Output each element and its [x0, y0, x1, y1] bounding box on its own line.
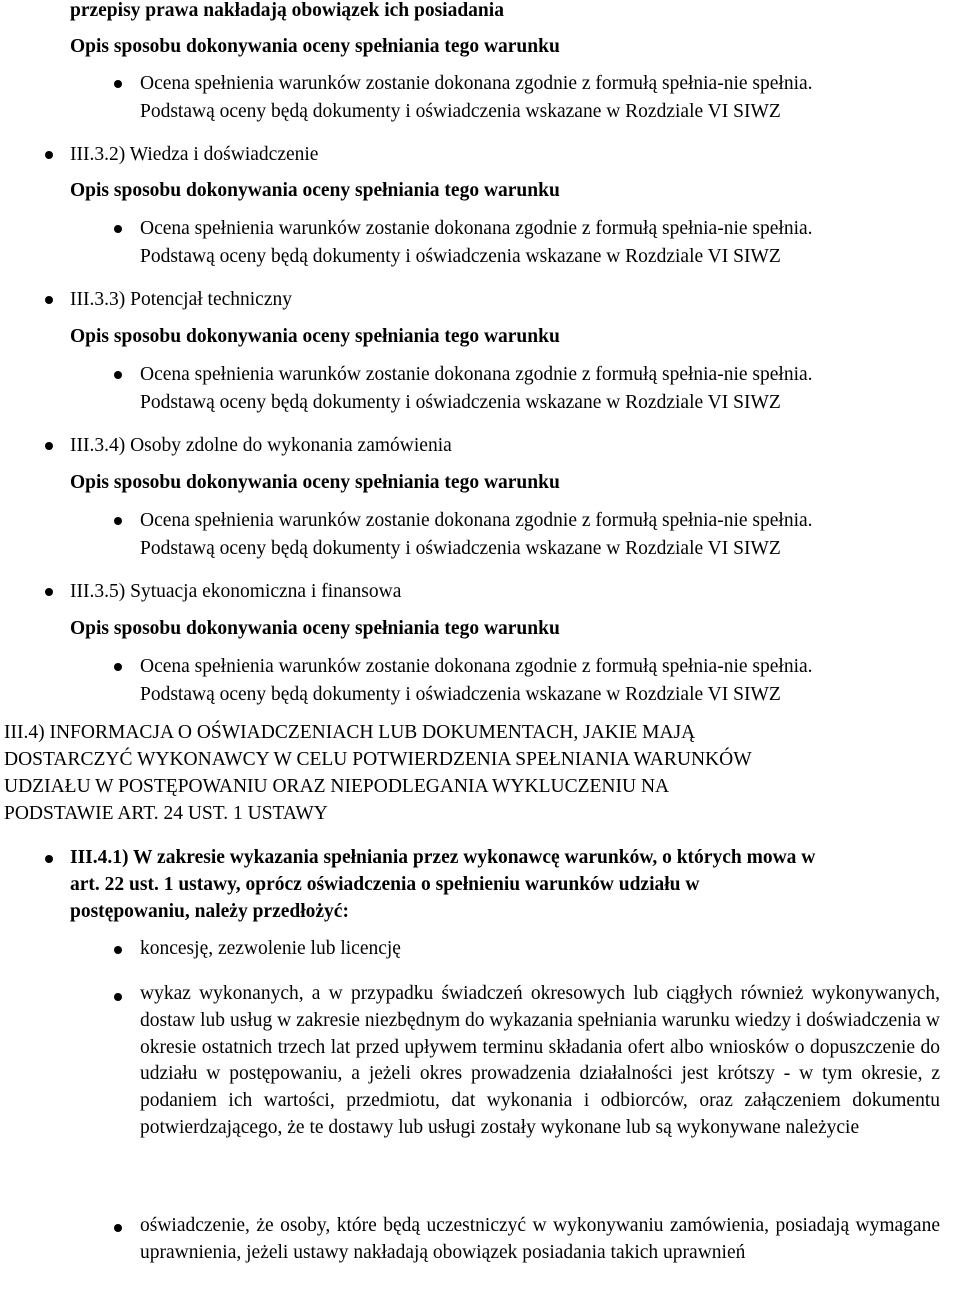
bullet-icon: [45, 855, 53, 863]
list-item-license: koncesję, zezwolenie lub licencję: [140, 938, 401, 959]
info-heading-line: III.4) INFORMACJA O OŚWIADCZENIACH LUB DOKUMENTACH, JAKIE MAJĄ: [4, 722, 696, 743]
list-item-statement: oświadczenie, że osoby, które będą uczestniczyć w wykonywaniu zamówienia, posiadają wymagane uprawnienia, jeżeli ustawy nakładają obowiązek posiadania takich uprawnień: [140, 1215, 940, 1263]
bullet-icon: [114, 80, 122, 88]
section-title: III.3.4) Osoby zdolne do wykonania zamówienia: [70, 435, 452, 456]
bullet-icon: [114, 1224, 122, 1232]
assessment-description-heading: Opis sposobu dokonywania oceny spełniania tego warunku: [70, 326, 560, 347]
assessment-text-line: Podstawą oceny będą dokumenty i oświadczenia wskazane w Rozdziale VI SIWZ: [140, 101, 781, 122]
subsection-heading-line: postępowaniu, należy przedłożyć:: [70, 901, 349, 922]
bullet-icon: [45, 442, 53, 450]
assessment-text-line: Ocena spełnienia warunków zostanie dokonana zgodnie z formułą spełnia-nie spełnia.: [140, 510, 813, 531]
bullet-icon: [45, 151, 53, 159]
info-heading-line: DOSTARCZYĆ WYKONAWCY W CELU POTWIERDZENIA SPEŁNIANIA WARUNKÓW: [4, 749, 752, 770]
assessment-text-line: Podstawą oceny będą dokumenty i oświadczenia wskazane w Rozdziale VI SIWZ: [140, 684, 781, 705]
assessment-text-line: Podstawą oceny będą dokumenty i oświadczenia wskazane w Rozdziale VI SIWZ: [140, 246, 781, 267]
section-title: III.3.2) Wiedza i doświadczenie: [70, 144, 319, 165]
bullet-icon: [114, 946, 122, 954]
assessment-description-heading: Opis sposobu dokonywania oceny spełniania tego warunku: [70, 618, 560, 639]
subsection-heading-line: art. 22 ust. 1 ustawy, oprócz oświadczenia o spełnieniu warunków udziału w: [70, 874, 700, 895]
assessment-text-line: Ocena spełnienia warunków zostanie dokonana zgodnie z formułą spełnia-nie spełnia.: [140, 218, 813, 239]
list-item-work-list: wykaz wykonanych, a w przypadku świadczeń okresowych lub ciągłych również wykonywanych, dostaw lub usług w zakresie niezbędnym do wykazania spełniania warunku wiedzy i doświadczenia w okresie ostatnich trzech lat przed upływem terminu składania ofert albo wniosków o dopuszczenie do udziału w postępowaniu, a jeżeli okres prowadzenia działalności jest krótszy - w tym okresie, z podaniem ich wartości, przedmiotu, dat wykonania i odbiorców, oraz załączeniem dokumentu potwierdzającego, że te dostawy lub usługi zostały wykonane lub są wykonywane należycie: [140, 983, 940, 1138]
bullet-icon: [114, 663, 122, 671]
section-title: III.3.5) Sytuacja ekonomiczna i finansowa: [70, 581, 402, 602]
assessment-text-line: Podstawą oceny będą dokumenty i oświadczenia wskazane w Rozdziale VI SIWZ: [140, 392, 781, 413]
info-heading-line: PODSTAWIE ART. 24 UST. 1 USTAWY: [4, 803, 328, 824]
section-heading-continuation: przepisy prawa nakładają obowiązek ich posiadania: [70, 0, 504, 21]
assessment-description-heading: Opis sposobu dokonywania oceny spełniania tego warunku: [70, 472, 560, 493]
section-title: III.3.3) Potencjał techniczny: [70, 289, 292, 310]
bullet-icon: [114, 517, 122, 525]
bullet-icon: [114, 225, 122, 233]
assessment-text-line: Podstawą oceny będą dokumenty i oświadczenia wskazane w Rozdziale VI SIWZ: [140, 538, 781, 559]
bullet-icon: [114, 993, 122, 1001]
bullet-icon: [114, 371, 122, 379]
assessment-text-line: Ocena spełnienia warunków zostanie dokonana zgodnie z formułą spełnia-nie spełnia.: [140, 656, 813, 677]
assessment-text-line: Ocena spełnienia warunków zostanie dokonana zgodnie z formułą spełnia-nie spełnia.: [140, 364, 813, 385]
assessment-description-heading: Opis sposobu dokonywania oceny spełniania tego warunku: [70, 36, 560, 57]
assessment-description-heading: Opis sposobu dokonywania oceny spełniania tego warunku: [70, 180, 560, 201]
bullet-icon: [45, 588, 53, 596]
bullet-icon: [45, 296, 53, 304]
subsection-heading-line: III.4.1) W zakresie wykazania spełniania przez wykonawcę warunków, o których mowa w: [70, 847, 816, 868]
assessment-text-line: Ocena spełnienia warunków zostanie dokonana zgodnie z formułą spełnia-nie spełnia.: [140, 73, 813, 94]
info-heading-line: UDZIAŁU W POSTĘPOWANIU ORAZ NIEPODLEGANIA WYKLUCZENIU NA: [4, 776, 670, 797]
